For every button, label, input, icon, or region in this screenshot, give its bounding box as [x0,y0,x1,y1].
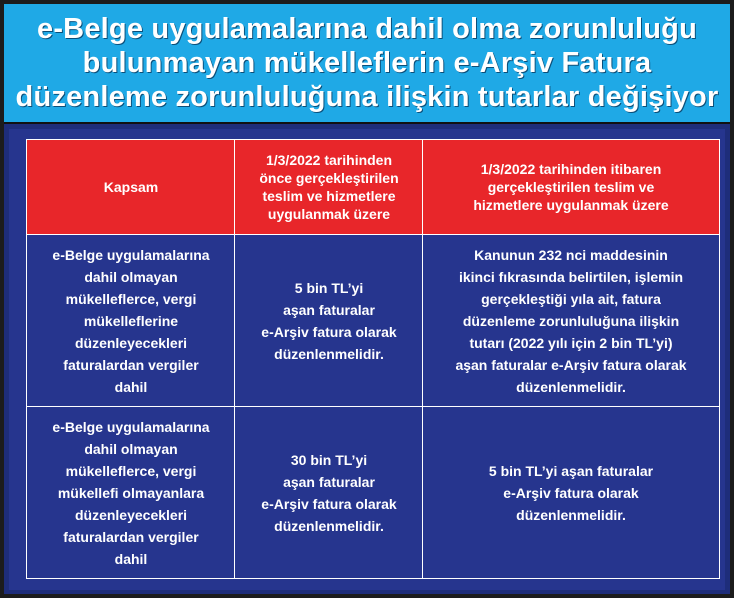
header-text: hizmetlere uygulanmak üzere [473,197,669,213]
header-text: gerçekleştirilen teslim ve [487,179,655,195]
header-scope [27,140,235,234]
cell-text: dahil [114,550,148,567]
title-line: düzenleme zorunluluğuna ilişkin tutarlar değişiyor [15,81,719,113]
cell-text: e-Arşiv fatura olarak [261,323,397,340]
cell-text: mükellefi olmayanlara [57,484,205,501]
title-line: e-Belge uygulamalarına dahil olma zorunluluğu [37,13,697,45]
cell-text: dahil [114,378,148,395]
cell-text: düzenlenmelidir. [516,378,626,395]
header-text: Kapsam [103,179,159,195]
cell-text: dahil olmayan [84,440,178,457]
cell-text: düzenlenmelidir. [274,345,384,362]
header-before [235,140,423,234]
cell-text: aşan faturalar [283,473,375,490]
cell-text: Kanunun 232 nci maddesinin [474,246,668,263]
row1-after [423,235,719,406]
cell-text: düzenleme zorunluluğuna ilişkin [462,312,680,329]
cell-text: mükelleflerce, vergi [65,290,197,307]
cell-text: faturalardan vergiler [63,528,199,545]
column-divider [234,140,235,578]
cell-text: mükelleflerine [83,312,179,329]
cell-text: e-Belge uygulamalarına [52,418,210,435]
header-text: 1/3/2022 tarihinden itibaren [480,161,662,177]
cell-text: e-Arşiv fatura olarak [503,484,639,501]
title-banner [4,4,730,124]
cell-text: düzenleyecekleri [74,506,188,523]
row-divider [27,234,719,235]
title-line: bulunmayan mükelleflerin e-Arşiv Fatura [82,47,652,79]
cell-text: 5 bin TL’yi [294,279,364,296]
cell-text: düzenlenmelidir. [516,506,626,523]
column-divider [422,140,423,578]
row2-before [235,407,423,578]
cell-text: mükelleflerce, vergi [65,462,197,479]
cell-text: e-Arşiv fatura olarak [261,495,397,512]
cell-text: aşan faturalar e-Arşiv fatura olarak [455,356,687,373]
cell-text: faturalardan vergiler [63,356,199,373]
cell-text: gerçekleştiği yıla ait, fatura [481,290,661,307]
cell-text: 5 bin TL’yi aşan faturalar [488,462,654,479]
cell-text: 30 bin TL’yi [290,451,368,468]
cell-text: tutarı (2022 yılı için 2 bin TL’yi) [469,334,673,351]
header-text: önce gerçekleştirilen [259,170,399,186]
header-text: teslim ve hizmetlere [262,188,396,204]
cell-text: ikinci fıkrasında belirtilen, işlemin [458,268,684,285]
cell-text: e-Belge uygulamalarına [52,246,210,263]
cell-text: düzenleyecekleri [74,334,188,351]
comparison-table [26,139,720,579]
cell-text: aşan faturalar [283,301,375,318]
row2-scope [27,407,235,578]
header-text: uygulanmak üzere [267,206,391,222]
row1-before [235,235,423,406]
row1-scope [27,235,235,406]
cell-text: dahil olmayan [84,268,178,285]
row-divider [27,406,719,407]
row2-after [423,407,719,578]
table-panel [9,129,725,590]
header-text: 1/3/2022 tarihinden [265,152,393,168]
cell-text: düzenlenmelidir. [274,517,384,534]
header-after [423,140,719,234]
